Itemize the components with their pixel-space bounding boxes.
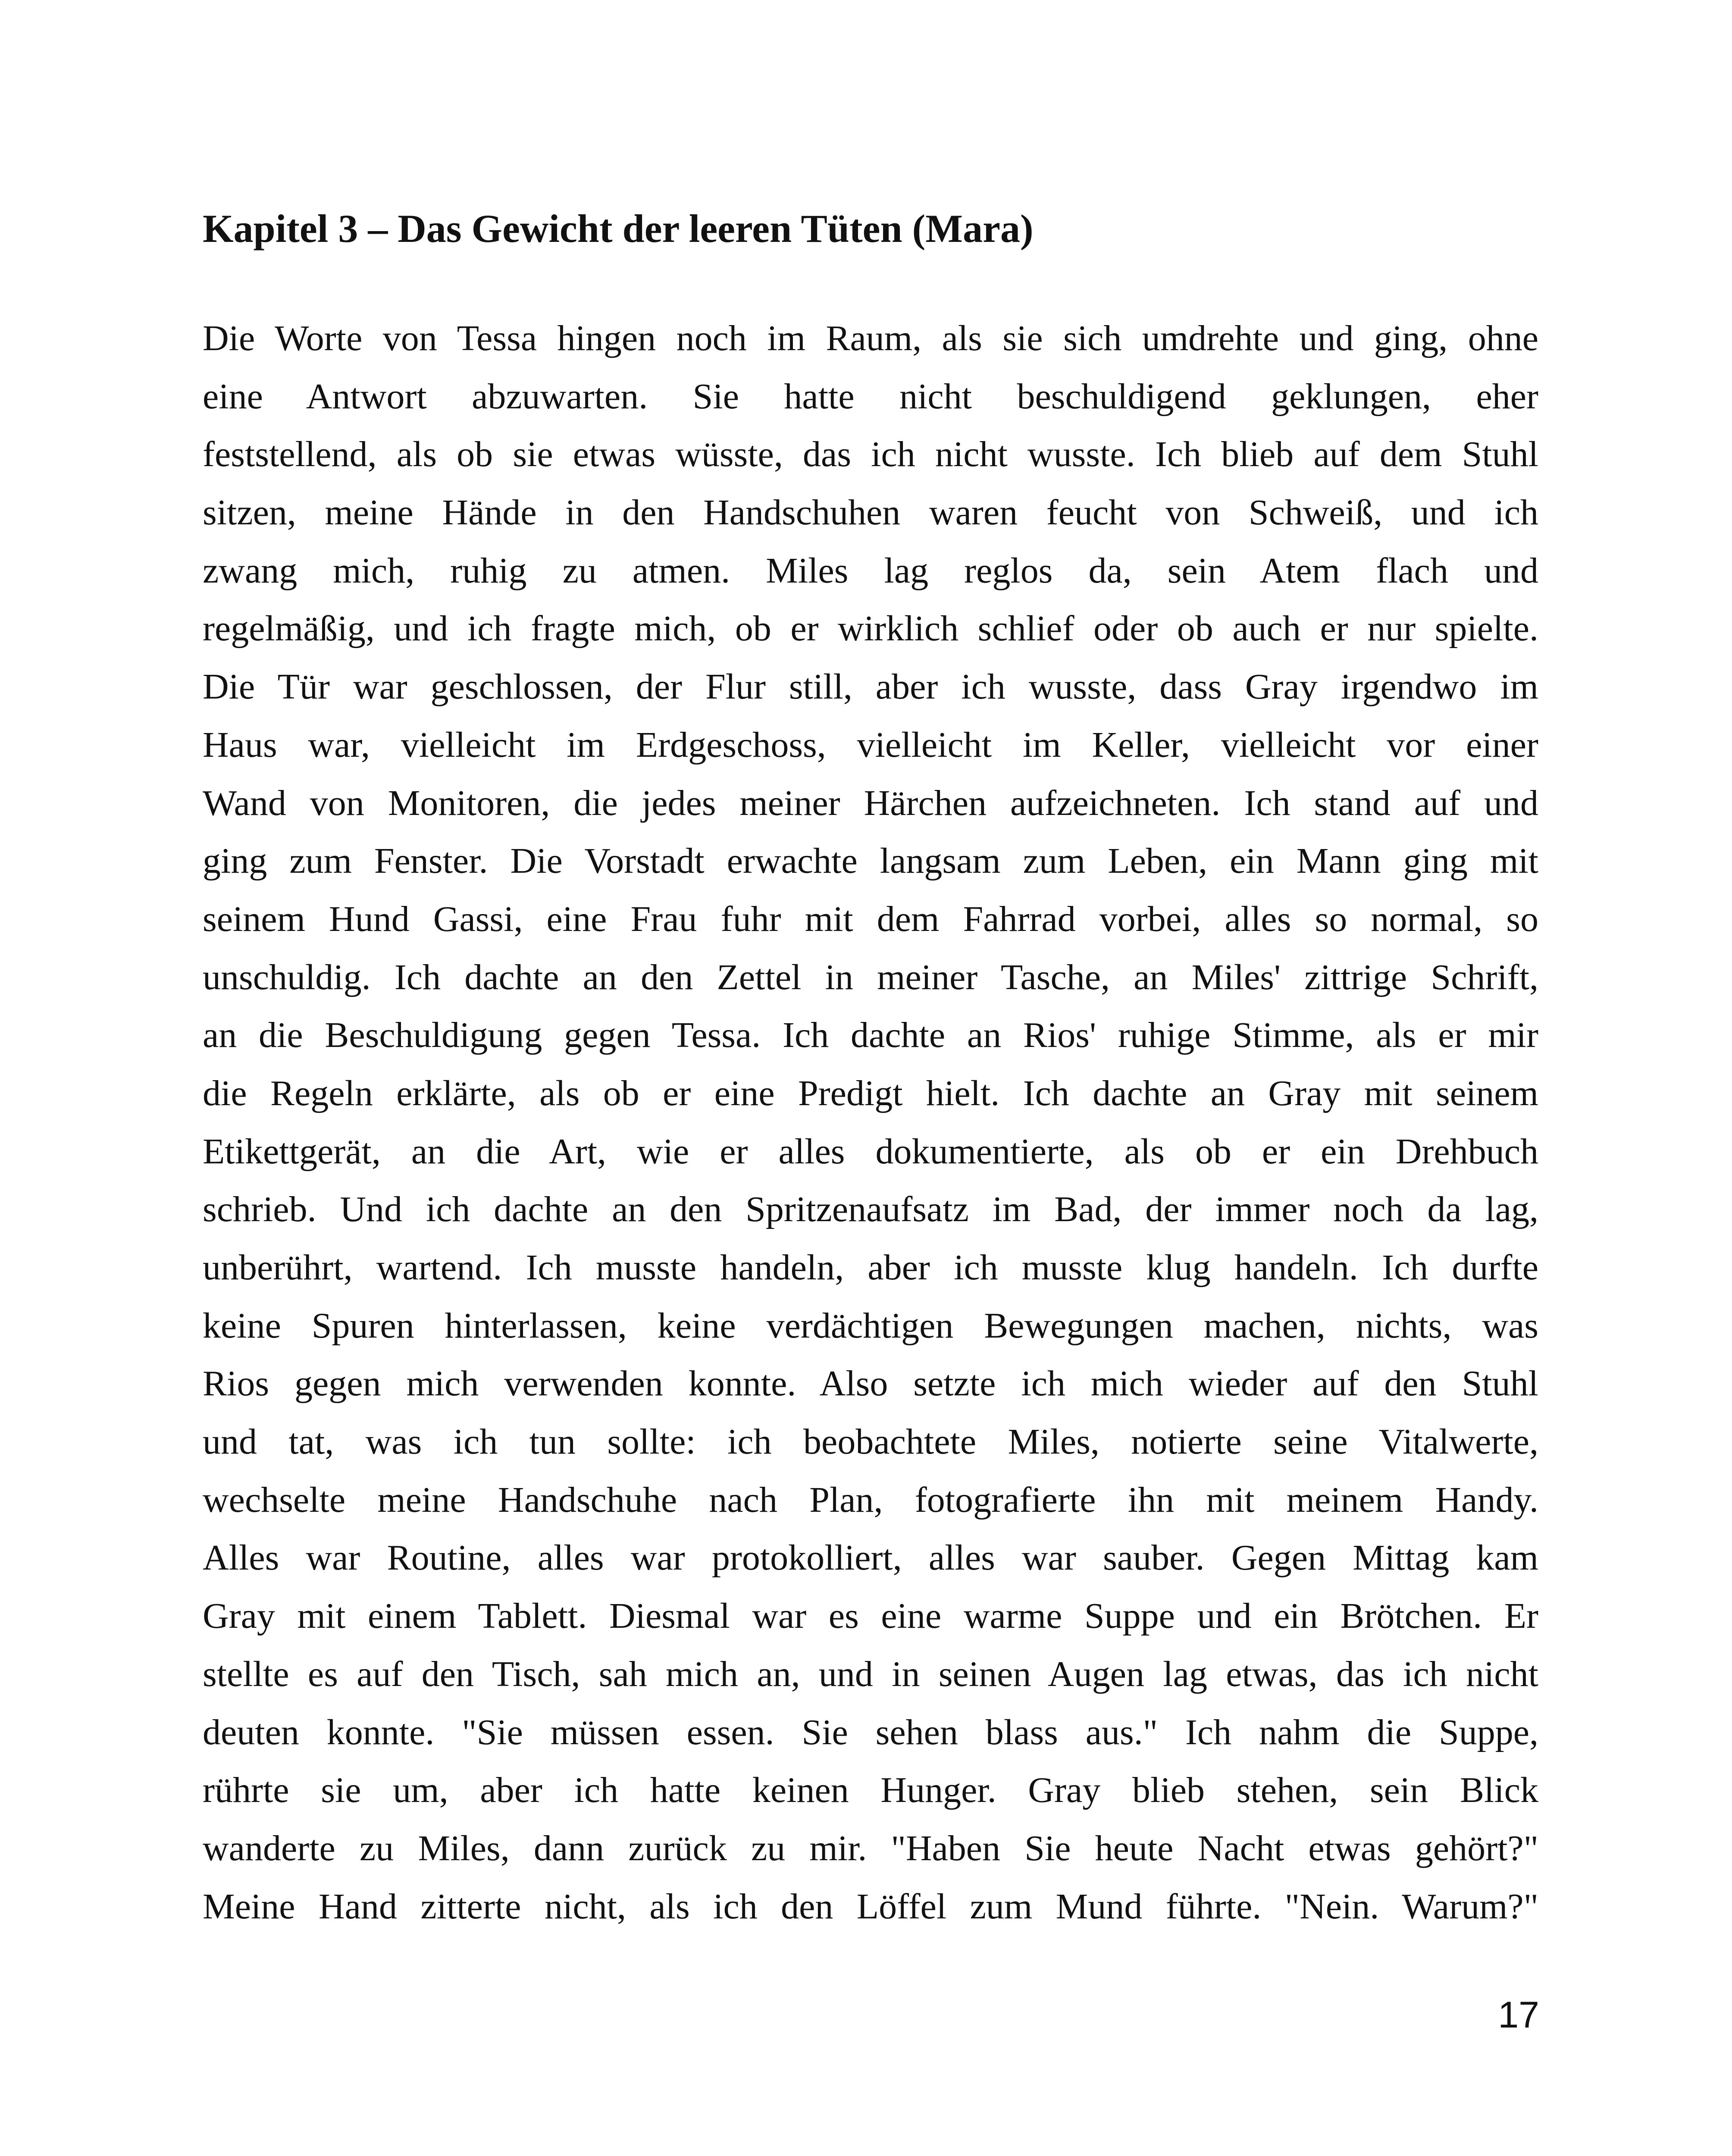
body-line: Alles war Routine, alles war protokolliert, alles war sauber. Gegen Mittag kam (203, 1538, 1538, 1578)
body-line: Die Tür war geschlossen, der Flur still, aber ich wusste, dass Gray irgendwo im (203, 667, 1538, 707)
body-line: Die Worte von Tessa hingen noch im Raum, als sie sich umdrehte und ging, ohne (203, 318, 1538, 358)
body-line: Gray mit einem Tablett. Diesmal war es eine warme Suppe und ein Brötchen. Er (203, 1596, 1538, 1636)
chapter-body (203, 310, 1538, 1936)
body-line: deuten konnte. "Sie müssen essen. Sie sehen blass aus." Ich nahm die Suppe, (203, 1712, 1538, 1752)
body-line: ging zum Fenster. Die Vorstadt erwachte langsam zum Leben, ein Mann ging mit (203, 841, 1538, 881)
body-line: Wand von Monitoren, die jedes meiner Härchen aufzeichneten. Ich stand auf und (203, 783, 1538, 823)
body-line: Rios gegen mich verwenden konnte. Also setzte ich mich wieder auf den Stuhl (203, 1363, 1538, 1404)
body-line: wechselte meine Handschuhe nach Plan, fotografierte ihn mit meinem Handy. (203, 1479, 1538, 1520)
body-line: unberührt, wartend. Ich musste handeln, aber ich musste klug handeln. Ich durfte (203, 1247, 1538, 1288)
body-line: feststellend, als ob sie etwas wüsste, das ich nicht wusste. Ich blieb auf dem Stuhl (203, 434, 1538, 475)
body-line: schrieb. Und ich dachte an den Spritzenaufsatz im Bad, der immer noch da lag, (203, 1189, 1538, 1230)
body-line: zwang mich, ruhig zu atmen. Miles lag reglos da, sein Atem flach und (203, 550, 1538, 591)
body-line: rührte sie um, aber ich hatte keinen Hunger. Gray blieb stehen, sein Blick (203, 1770, 1538, 1811)
body-line: wanderte zu Miles, dann zurück zu mir. "Haben Sie heute Nacht etwas gehört?" (203, 1828, 1538, 1868)
body-line: eine Antwort abzuwarten. Sie hatte nicht beschuldigend geklungen, eher (203, 376, 1538, 417)
body-line: Etikettgerät, an die Art, wie er alles dokumentierte, als ob er ein Drehbuch (203, 1131, 1538, 1172)
body-line: und tat, was ich tun sollte: ich beobachtete Miles, notierte seine Vitalwerte, (203, 1422, 1538, 1462)
body-line: unschuldig. Ich dachte an den Zettel in meiner Tasche, an Miles' zittrige Schrift, (203, 957, 1538, 997)
body-line: Haus war, vielleicht im Erdgeschoss, vielleicht im Keller, vielleicht vor einer (203, 724, 1538, 765)
body-line: Meine Hand zitterte nicht, als ich den Löffel zum Mund führte. "Nein. Warum?" (203, 1886, 1538, 1927)
chapter-title: Kapitel 3 – Das Gewicht der leeren Tüten (Mara) (203, 207, 1034, 251)
body-line: sitzen, meine Hände in den Handschuhen waren feucht von Schweiß, und ich (203, 492, 1538, 533)
body-line: keine Spuren hinterlassen, keine verdächtigen Bewegungen machen, nichts, was (203, 1305, 1538, 1346)
body-line: an die Beschuldigung gegen Tessa. Ich dachte an Rios' ruhige Stimme, als er mir (203, 1015, 1538, 1056)
body-line: stellte es auf den Tisch, sah mich an, und in seinen Augen lag etwas, das ich nicht (203, 1654, 1538, 1694)
body-line: seinem Hund Gassi, eine Frau fuhr mit dem Fahrrad vorbei, alles so normal, so (203, 899, 1538, 939)
body-line: die Regeln erklärte, als ob er eine Predigt hielt. Ich dachte an Gray mit seinem (203, 1073, 1538, 1113)
body-line: regelmäßig, und ich fragte mich, ob er wirklich schlief oder ob auch er nur spielte. (203, 608, 1538, 649)
page-number: 17 (1498, 1994, 1539, 2036)
